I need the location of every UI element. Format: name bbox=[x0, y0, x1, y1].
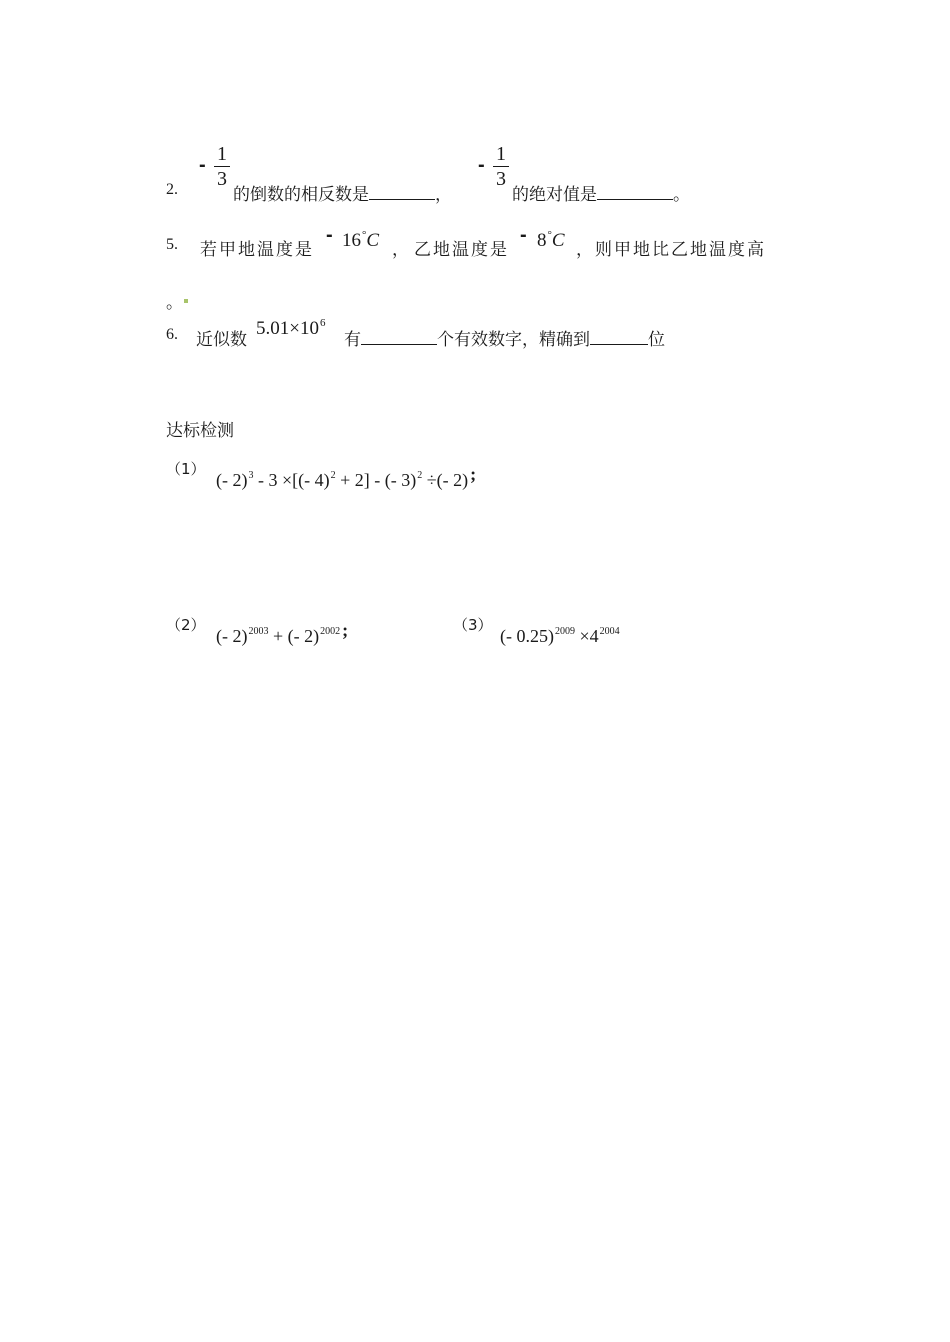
expression: (- $0.25)^{2009} \times 4^{2004}$ bbox=[500, 626, 620, 646]
minus-sign: - bbox=[478, 154, 485, 176]
problem-label: （1） bbox=[166, 460, 206, 478]
question-text: 的倒数的相反数是 ， bbox=[233, 185, 452, 205]
temperature-1: 16°C bbox=[342, 229, 380, 251]
question-text: 有 个有效数字，精确到 位 bbox=[344, 330, 665, 350]
answer-blank[interactable] bbox=[597, 185, 673, 200]
paragraph-mark-icon bbox=[184, 299, 188, 303]
minus-sign: - bbox=[199, 154, 206, 176]
fraction-one-third: 1 3 bbox=[493, 143, 509, 190]
answer-blank[interactable] bbox=[361, 330, 437, 345]
question-text: 近似数 bbox=[196, 330, 247, 350]
answer-blank[interactable] bbox=[590, 330, 648, 345]
question-number: 5. bbox=[166, 236, 178, 253]
question-text: 乙地温度是 bbox=[414, 240, 509, 260]
fraction-one-third: 1 3 bbox=[214, 143, 230, 190]
question-number: 2. bbox=[166, 181, 178, 198]
question-text: 若甲地温度是 bbox=[200, 240, 314, 260]
comma: ， bbox=[392, 240, 409, 260]
question-number: 6. bbox=[166, 326, 178, 343]
problem-label: （2） bbox=[166, 616, 206, 634]
temperature-2: 8°C bbox=[537, 229, 565, 251]
question-text: ，则甲地比乙地温度高 bbox=[576, 240, 766, 260]
expression: (- 2)$^{2003}$ + (- 2)$^{2002}$ ; bbox=[216, 620, 349, 646]
question-text: 的绝对值是 。 bbox=[512, 185, 690, 205]
section-title: 达标检测 bbox=[166, 421, 234, 441]
problem-label: （3） bbox=[453, 616, 493, 634]
minus-sign: - bbox=[520, 224, 527, 246]
answer-blank[interactable] bbox=[369, 185, 435, 200]
minus-sign: - bbox=[326, 224, 333, 246]
expression: (- 2)$^3$ - 3 ×[(- 4)$^2$ + 2] - (- 3)$^2$ ÷(- 2) ; bbox=[216, 464, 477, 490]
line-end: 。 bbox=[166, 293, 183, 313]
approx-number: $5.01\times 10^6$ bbox=[256, 317, 326, 339]
